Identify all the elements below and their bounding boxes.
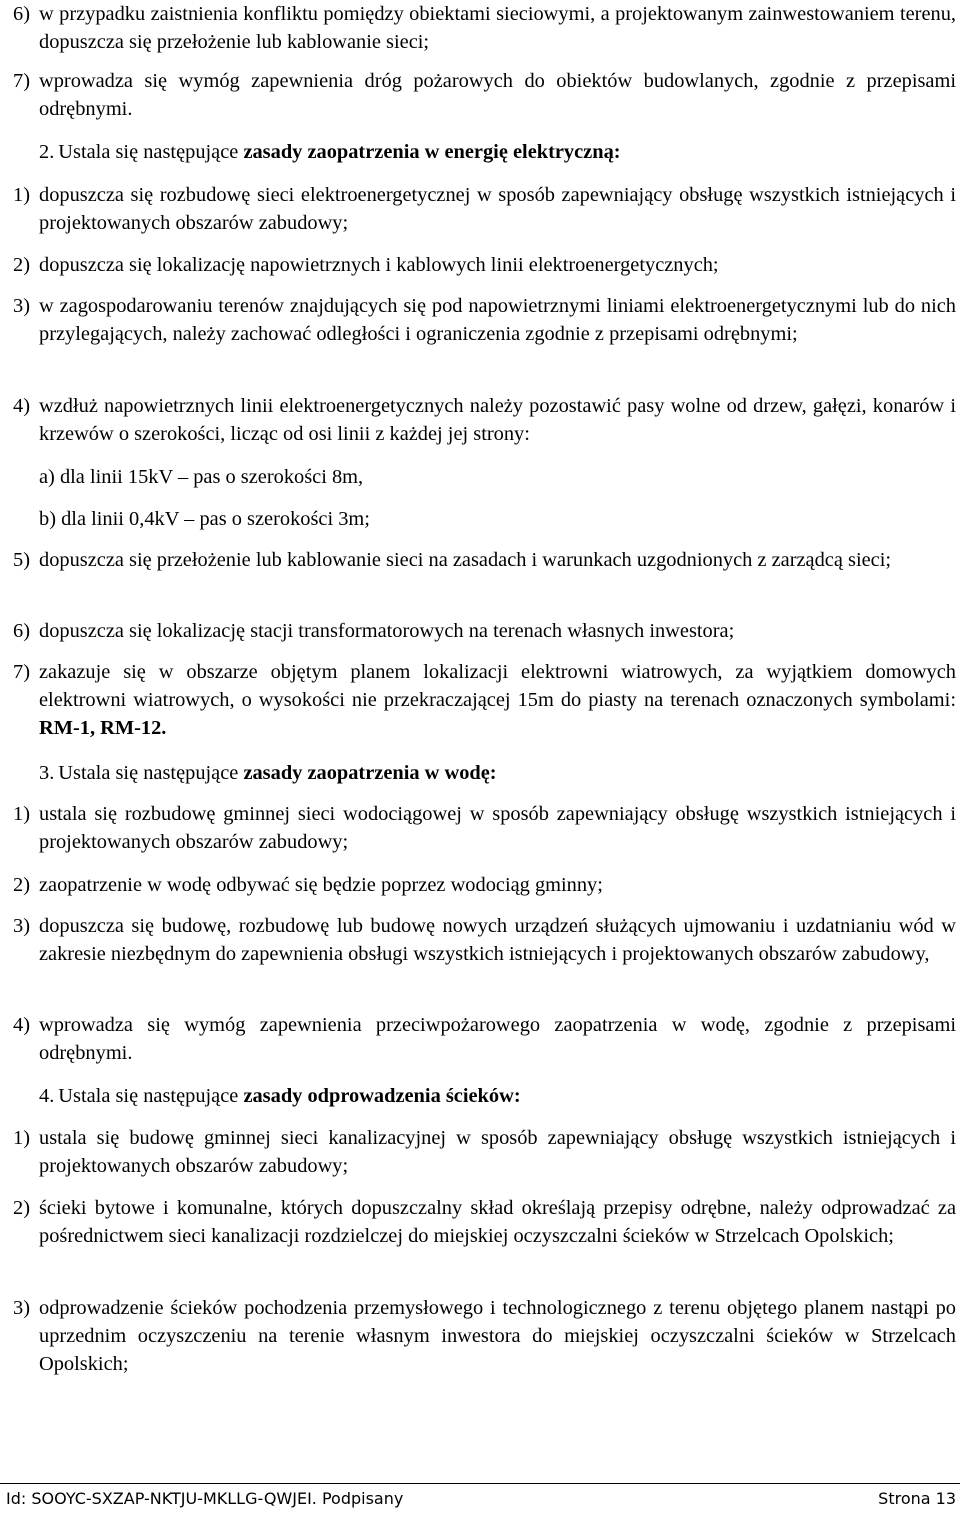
list-item (13, 67, 956, 123)
item-number: 6) (13, 620, 30, 642)
section-number: 3. (39, 762, 55, 784)
item-text: wzdłuż napowietrznych linii elektroenergetycznych należy pozostawić pasy wolne od drzew, gałęzi, konarów i krzewów o szerokości, licząc od osi linii z każdej jej strony: (39, 395, 956, 445)
item-number: 2) (13, 1197, 30, 1219)
section-intro: Ustala się następujące (58, 762, 244, 784)
item-number: 6) (13, 3, 30, 25)
item-number: 7) (13, 661, 30, 683)
item-number: 2) (13, 874, 30, 896)
item-text: dopuszcza się lokalizację stacji transformatorowych na terenach własnych inwestora; (39, 620, 735, 642)
item-number: 2) (13, 254, 30, 276)
sub-item-a: a) dla linii 15kV – pas o szerokości 8m, (39, 466, 364, 488)
list-item (13, 1294, 956, 1378)
item-number: 3) (13, 295, 30, 317)
list-item (13, 292, 956, 348)
list-item (13, 871, 956, 899)
item-text: dopuszcza się przełożenie lub kablowanie sieci na zasadach i warunkach uzgodnionych z zarządcą sieci; (39, 549, 892, 571)
item-text: dopuszcza się lokalizację napowietrznych i kablowych linii elektroenergetycznych; (39, 254, 719, 276)
item-number: 3) (13, 915, 30, 937)
item-number: 5) (13, 549, 30, 571)
item-number: 1) (13, 1127, 30, 1149)
page-number: Strona 13 (878, 1489, 956, 1508)
section-heading (39, 138, 956, 166)
item-text: zaopatrzenie w wodę odbywać się będzie poprzez wodociąg gminny; (39, 874, 603, 896)
item-text: odprowadzenie ścieków pochodzenia przemysłowego i technologicznego z terenu objętego planem nastąpi po uprzednim oczyszczeniu na terenie własnym inwestora do miejskiej oczyszczalni ścieków w Strzelcach Opolskich; (39, 1297, 956, 1375)
list-item (13, 1011, 956, 1067)
item-text: ustala się budowę gminnej sieci kanalizacyjnej w sposób zapewniający obsługę wszystkich istniejących i projektowanych obszarów zabudowy; (39, 1127, 956, 1177)
list-item (13, 912, 956, 968)
item-number: 4) (13, 395, 30, 417)
item-text: ustala się rozbudowę gminnej sieci wodociągowej w sposób zapewniający obsługę wszystkich istniejących i projektowanych obszarów zabudowy; (39, 803, 956, 853)
list-item (13, 251, 956, 279)
item-number: 4) (13, 1014, 30, 1036)
document-id: Id: SOOYC-SXZAP-NKTJU-MKLLG-QWJEI. Podpisany (6, 1489, 404, 1508)
item-text-symbols: RM-1, RM-12. (39, 717, 167, 739)
sub-item-b: b) dla linii 0,4kV – pas o szerokości 3m; (39, 508, 370, 530)
list-item (13, 1124, 956, 1180)
list-item (13, 181, 956, 237)
item-text: wprowadza się wymóg zapewnienia przeciwpożarowego zaopatrzenia w wodę, zgodnie z przepisami odrębnymi. (39, 1014, 956, 1064)
list-item (13, 1194, 956, 1250)
section-heading (39, 1082, 956, 1110)
item-text (39, 658, 956, 742)
item-number: 3) (13, 1297, 30, 1319)
list-item (13, 392, 956, 448)
section-title: zasady zaopatrzenia w energię elektryczną: (243, 141, 621, 163)
section-heading (39, 759, 956, 787)
footer-divider (0, 1483, 960, 1484)
section-title: zasady odprowadzenia ścieków: (243, 1085, 521, 1107)
item-text: dopuszcza się budowę, rozbudowę lub budowę nowych urządzeń służących ujmowaniu i uzdatnianiu wód w zakresie niezbędnym do zapewnienia obsługi wszystkich istniejących i projektowanych obszarów zabudowy, (39, 915, 956, 965)
list-item (13, 800, 956, 856)
section-title: zasady zaopatrzenia w wodę: (243, 762, 497, 784)
item-text: w zagospodarowaniu terenów znajdujących się pod napowietrznymi liniami elektroenergetycznymi lub do nich przylegających, należy zachować odległości i ograniczenia zgodnie z przepisami odrębnymi; (39, 295, 956, 345)
item-text: wprowadza się wymóg zapewnienia dróg pożarowych do obiektów budowlanych, zgodnie z przepisami odrębnymi. (39, 70, 956, 120)
item-number: 1) (13, 184, 30, 206)
list-item (13, 0, 956, 56)
item-number: 7) (13, 70, 30, 92)
list-item (13, 617, 956, 645)
item-text-main: zakazuje się w obszarze objętym planem lokalizacji elektrowni wiatrowych, za wyjątkiem domowych elektrowni wiatrowych, o wysokości nie przekraczającej 15m do piasty na terenach oznaczonych symbolami: (39, 661, 956, 711)
section-intro: Ustala się następujące (58, 1085, 244, 1107)
item-text: ścieki bytowe i komunalne, których dopuszczalny skład określają przepisy odrębne, należy odprowadzać za pośrednictwem sieci kanalizacji rozdzielczej do miejskiej oczyszczalni ścieków w Strzelcach Opolskich; (39, 1197, 956, 1247)
item-text: dopuszcza się rozbudowę sieci elektroenergetycznej w sposób zapewniający obsługę wszystkich istniejących i projektowanych obszarów zabudowy; (39, 184, 956, 234)
list-item (13, 658, 956, 742)
section-intro: Ustala się następujące (58, 141, 244, 163)
section-number: 2. (39, 141, 55, 163)
item-text: w przypadku zaistnienia konfliktu pomiędzy obiektami sieciowymi, a projektowanym zainwestowaniem terenu, dopuszcza się przełożenie lub kablowanie sieci; (39, 3, 956, 53)
section-number: 4. (39, 1085, 55, 1107)
item-number: 1) (13, 803, 30, 825)
list-item (13, 546, 956, 574)
